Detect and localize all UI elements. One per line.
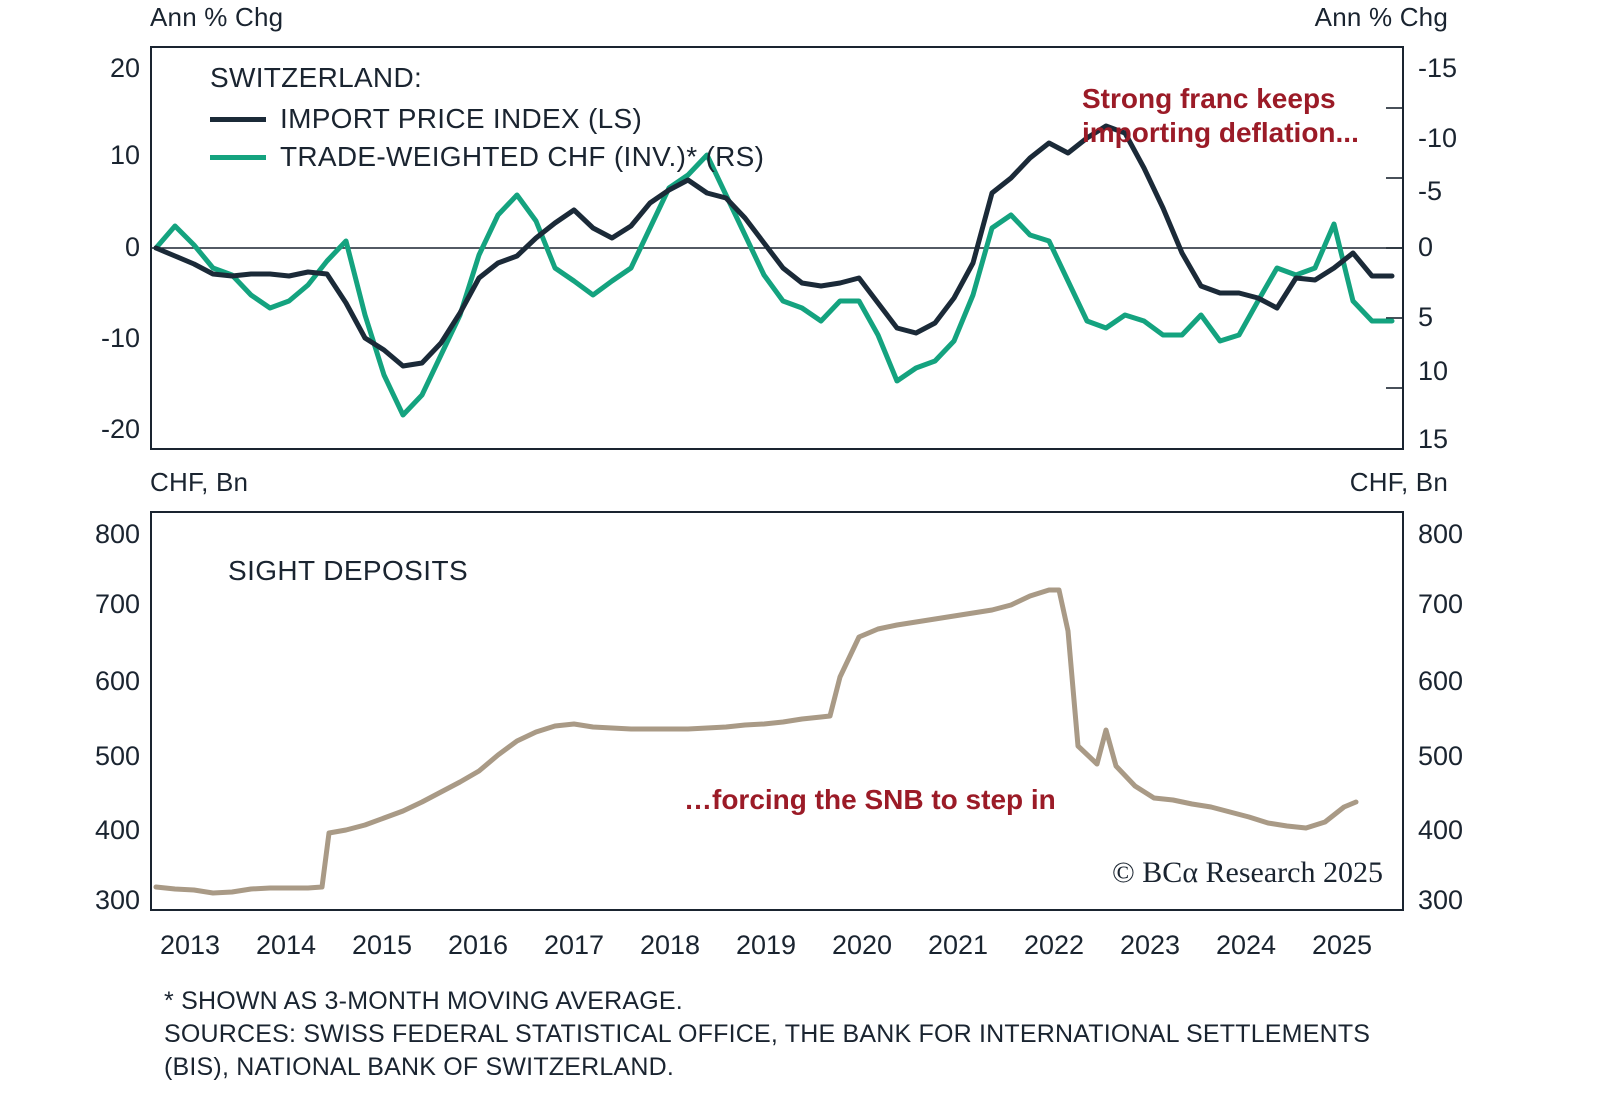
- top-chart-annotation-line1: Strong franc keeps: [1082, 83, 1336, 114]
- legend-label-import-price-index: IMPORT PRICE INDEX (LS): [280, 103, 643, 134]
- top-left-axis-unit: Ann % Chg: [150, 2, 284, 32]
- bottom-chart-annotation: …forcing the SNB to step in: [684, 784, 1056, 815]
- bottom-right-tick-400: 400: [1418, 815, 1464, 845]
- top-left-tick-0: 0: [124, 232, 140, 262]
- x-tick-2018: 2018: [639, 930, 701, 960]
- bottom-left-tick-300: 300: [94, 885, 140, 915]
- x-tick-2021: 2021: [927, 930, 989, 960]
- legend-item-trade-weighted-chf: [210, 138, 764, 176]
- bottom-right-tick-600: 600: [1418, 666, 1464, 696]
- bottom-right-axis-unit: CHF, Bn: [1349, 467, 1448, 497]
- x-tick-2022: 2022: [1023, 930, 1085, 960]
- top-chart-annotation: [1082, 82, 1359, 150]
- legend-label-trade-weighted-chf: TRADE-WEIGHTED CHF (INV.)* (RS): [280, 141, 765, 172]
- top-left-tick-neg10: -10: [100, 323, 140, 353]
- legend-title: SWITZERLAND:: [210, 62, 423, 93]
- bottom-series-label: SIGHT DEPOSITS: [228, 555, 469, 586]
- right-axis-ticks: [1386, 108, 1402, 388]
- bottom-left-tick-400: 400: [94, 815, 140, 845]
- top-right-tick-10: 10: [1418, 356, 1449, 386]
- top-right-axis-unit: Ann % Chg: [1314, 2, 1448, 32]
- top-left-tick-neg20: -20: [100, 414, 140, 444]
- bottom-left-axis-unit: CHF, Bn: [150, 467, 249, 497]
- top-left-tick-20: 20: [109, 53, 140, 83]
- bottom-right-tick-700: 700: [1418, 589, 1464, 619]
- bottom-left-tick-500: 500: [94, 741, 140, 771]
- bottom-left-tick-600: 600: [94, 666, 140, 696]
- x-tick-2025: 2025: [1311, 930, 1373, 960]
- series-sight-deposits: [156, 590, 1356, 893]
- footnote-line-1: * SHOWN AS 3-MONTH MOVING AVERAGE.: [164, 987, 683, 1015]
- top-right-tick-neg15: -15: [1418, 53, 1458, 83]
- top-right-tick-15: 15: [1418, 424, 1449, 454]
- top-chart-annotation-line2: importing deflation...: [1082, 117, 1359, 149]
- series-trade-weighted-chf: [156, 155, 1392, 415]
- footnotes: [164, 985, 1464, 1084]
- copyright-notice: © BCα Research 2025: [1112, 856, 1383, 889]
- bottom-left-tick-800: 800: [94, 519, 140, 549]
- x-tick-2019: 2019: [735, 930, 797, 960]
- x-tick-2015: 2015: [351, 930, 413, 960]
- legend-item-import-price-index: [210, 100, 764, 138]
- bottom-right-tick-800: 800: [1418, 519, 1464, 549]
- footnote-line-3: (BIS), NATIONAL BANK OF SWITZERLAND.: [164, 1053, 675, 1081]
- x-tick-2013: 2013: [159, 930, 221, 960]
- x-tick-2023: 2023: [1119, 930, 1181, 960]
- top-right-tick-neg10: -10: [1418, 123, 1458, 153]
- line-swatch-icon: [210, 117, 266, 122]
- top-right-tick-5: 5: [1418, 302, 1434, 332]
- bottom-right-tick-500: 500: [1418, 741, 1464, 771]
- line-swatch-icon: [210, 155, 266, 160]
- x-tick-2020: 2020: [831, 930, 893, 960]
- x-tick-2017: 2017: [543, 930, 605, 960]
- footnote-line-2: SOURCES: SWISS FEDERAL STATISTICAL OFFICE, THE BANK FOR INTERNATIONAL SETTLEMENTS: [164, 1020, 1371, 1048]
- top-right-tick-neg5: -5: [1418, 176, 1443, 206]
- top-chart-legend: [210, 62, 764, 176]
- bottom-left-tick-700: 700: [94, 589, 140, 619]
- top-left-tick-10: 10: [109, 140, 140, 170]
- x-tick-2024: 2024: [1215, 930, 1277, 960]
- top-right-tick-0: 0: [1418, 232, 1434, 262]
- x-tick-2014: 2014: [255, 930, 317, 960]
- x-tick-2016: 2016: [447, 930, 509, 960]
- bottom-right-tick-300: 300: [1418, 885, 1464, 915]
